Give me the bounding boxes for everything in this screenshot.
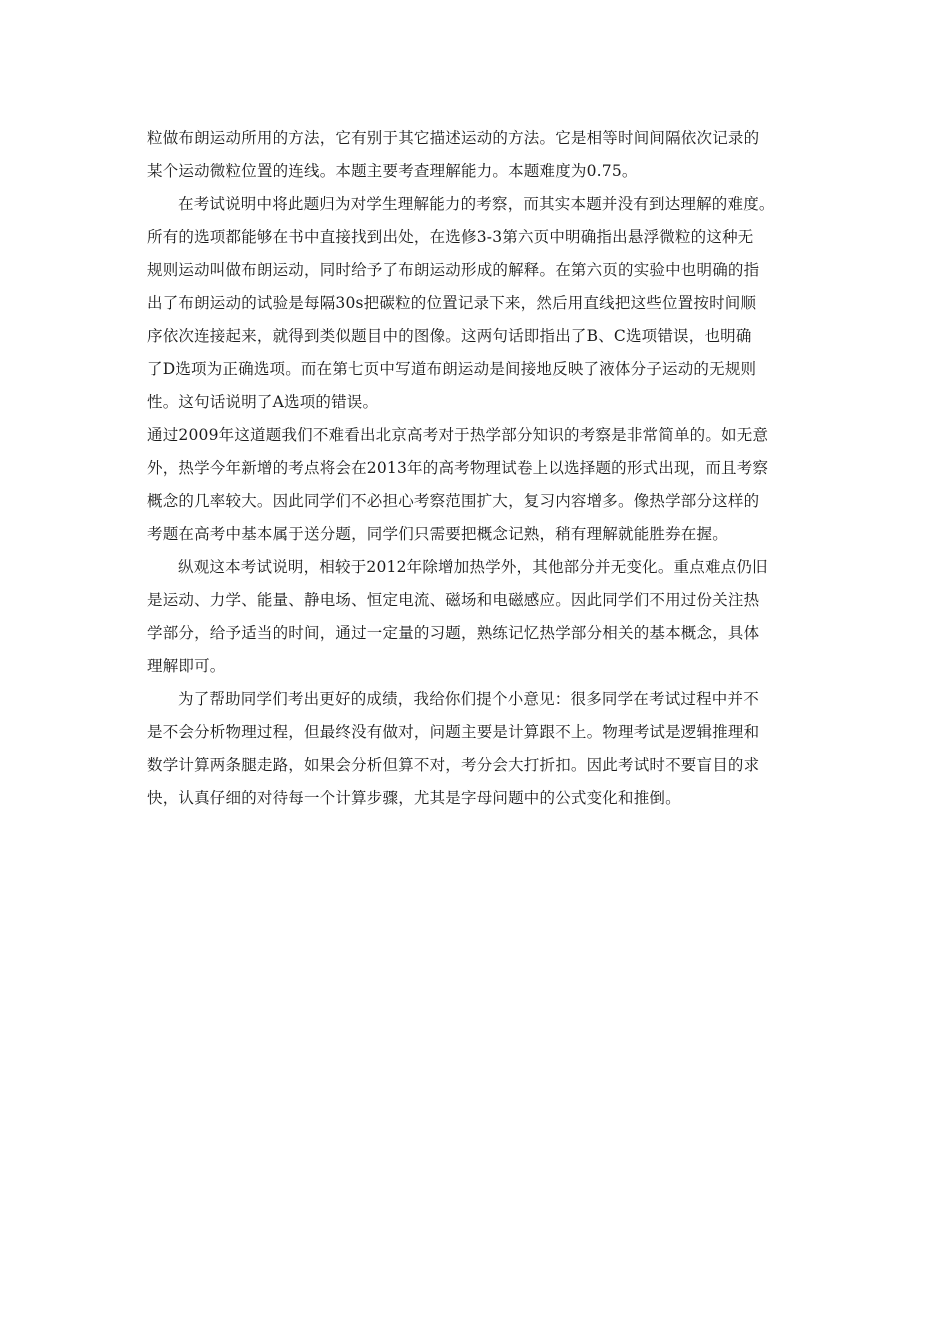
text-line: 快，认真仔细的对待每一个计算步骤，尤其是字母问题中的公式变化和推倒。 <box>147 789 681 807</box>
text-line: 考题在高考中基本属于送分题，同学们只需要把概念记熟，稍有理解就能胜券在握。 <box>147 525 728 543</box>
paragraph-4 <box>147 551 815 683</box>
text-line: 是运动、力学、能量、静电场、恒定电流、磁场和电磁感应。因此同学们不用过份关注热 <box>147 591 760 609</box>
text-line: 是不会分析物理过程，但最终没有做对，问题主要是计算跟不上。物理考试是逻辑推理和 <box>147 723 760 741</box>
text-line: 粒做布朗运动所用的方法，它有别于其它描述运动的方法。它是相等时间间隔依次记录的 <box>147 129 760 147</box>
text-line: 某个运动微粒位置的连线。本题主要考查理解能力。本题难度为0.75。 <box>147 162 638 180</box>
text-line: 性。这句话说明了A选项的错误。 <box>147 393 379 411</box>
text-line: 数学计算两条腿走路，如果会分析但算不对，考分会大打折扣。因此考试时不要盲目的求 <box>147 756 760 774</box>
paragraph-1 <box>147 122 815 188</box>
text-line: 概念的几率较大。因此同学们不必担心考察范围扩大，复习内容增多。像热学部分这样的 <box>147 492 760 510</box>
paragraph-3 <box>147 419 815 551</box>
document-body <box>147 122 815 815</box>
text-line: 了D选项为正确选项。而在第七页中写道布朗运动是间接地反映了液体分子运动的无规则 <box>147 360 757 378</box>
text-line: 规则运动叫做布朗运动，同时给予了布朗运动形成的解释。在第六页的实验中也明确的指 <box>147 261 760 279</box>
paragraph-2 <box>147 188 815 419</box>
text-line: 通过2009年这道题我们不难看出北京高考对于热学部分知识的考察是非常简单的。如无意 <box>147 426 769 444</box>
text-line: 所有的选项都能够在书中直接找到出处，在选修3-3第六页中明确指出悬浮微粒的这种无 <box>147 228 754 246</box>
text-line: 理解即可。 <box>147 657 226 675</box>
text-line: 学部分，给予适当的时间，通过一定量的习题，熟练记忆热学部分相关的基本概念，具体 <box>147 624 760 642</box>
text-line: 为了帮助同学们考出更好的成绩，我给你们提个小意见：很多同学在考试过程中并不 <box>178 690 759 708</box>
text-line: 出了布朗运动的试验是每隔30s把碳粒的位置记录下来，然后用直线把这些位置按时间顺 <box>147 294 757 312</box>
text-line: 序依次连接起来，就得到类似题目中的图像。这两句话即指出了B、C选项错误，也明确 <box>147 327 752 345</box>
text-line: 在考试说明中将此题归为对学生理解能力的考察，而其实本题并没有到达理解的难度。 <box>178 195 775 213</box>
text-line: 外，热学今年新增的考点将会在2013年的高考物理试卷上以选择题的形式出现，而且考察 <box>147 459 769 477</box>
text-line: 纵观这本考试说明，相较于2012年除增加热学外，其他部分并无变化。重点难点仍旧 <box>178 558 768 576</box>
paragraph-5 <box>147 683 815 815</box>
